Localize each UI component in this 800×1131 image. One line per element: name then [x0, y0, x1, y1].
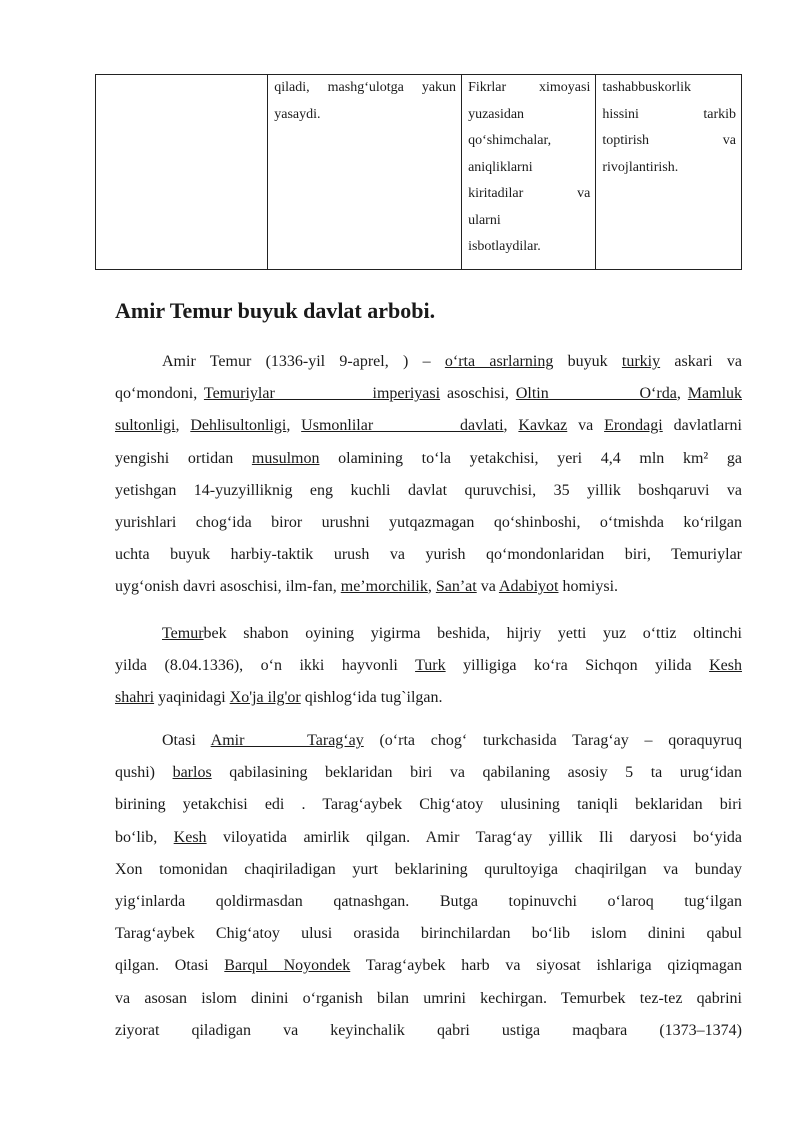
paragraph-3 [115, 725, 742, 1047]
link-turk[interactable]: Turk [415, 657, 446, 675]
link-sultonligi[interactable]: sultonligi [115, 417, 176, 435]
cell-line: aniqliklarni [468, 159, 533, 175]
link-erondagi[interactable]: Erondagi [604, 417, 663, 435]
paragraph-2 [115, 618, 742, 715]
text-line: yetishgan 14-yuzyilliknig eng kuchli davlat quruvchisi, 35 yillik boshqaruvi va [115, 481, 742, 499]
text-line: Amir Temur (1336-yil 9-aprel, ) – o‘rta asrlarning buyuk turkiy askari va [162, 353, 742, 370]
cell-word: va [577, 186, 591, 201]
table-cell-student-activity [462, 75, 596, 270]
paragraph-1 [115, 346, 742, 604]
text-line: uyg‘onish davri asoschisi, ilm-fan, me’morchilik, San’at va Adabiyot homiysi. [115, 578, 619, 596]
table-row [96, 75, 742, 270]
link-sanat[interactable]: San’at [435, 578, 477, 596]
text-line: uchta buyuk harbiy-taktik urush va yurish qo‘mondonlaridan biri, Temuriylar [115, 546, 742, 564]
cell-line: yuzasidan [468, 106, 525, 122]
link-usmonlilar-davlati[interactable]: Usmonlilar davlati [301, 417, 504, 435]
text-line: va asosan islom dinini o‘rganish bilan umrini kechirgan. Temurbek tez-tez qabrini [115, 989, 742, 1007]
link-oltin-orda[interactable]: Oltin O‘rda [515, 385, 677, 403]
cell-line: isbotlaydilar. [468, 239, 541, 254]
link-barlos[interactable]: barlos [172, 764, 212, 782]
text-line: shahri yaqinidagi Xo'ja ilg'or qishlog‘ida tug`ilgan. [115, 689, 443, 707]
cell-word: yakun [421, 80, 457, 95]
text-line: sultonligi, Dehlisultonligi, Usmonlilar davlati, Kavkaz va Erondagi davlatlarni [115, 417, 742, 435]
link-barqul-noyondek[interactable]: Barqul Noyondek [224, 957, 351, 975]
cell-line: yasaydi. [274, 106, 321, 122]
link-adabiyot[interactable]: Adabiyot [498, 578, 559, 596]
cell-word: tarkib [703, 106, 736, 122]
link-amir-taragay[interactable]: Amir Tarag‘ay [210, 732, 364, 749]
text-line: yengishi ortidan musulmon olamining to‘la yetakchisi, yeri 4,4 mln km² ga [115, 449, 742, 467]
cell-word: Fikrlar [468, 80, 507, 95]
text-line: qushi) barlos qabilasining beklaridan biri va qabilaning asosiy 5 ta urug‘idan [115, 764, 742, 782]
link-shahri[interactable]: shahri [115, 689, 155, 707]
text-line: Temurbek shabon oyining yigirma beshida, hijriy yetti yuz o‘ttiz oltinchi [162, 625, 742, 642]
text-line: yilda (8.04.1336), o‘n ikki hayvonli Turk yilligiga ko‘ra Sichqon yilida Kesh [115, 657, 742, 675]
link-xoja-ilgor[interactable]: Xo'ja ilg'or [229, 689, 301, 707]
cell-word: qiladi, [274, 80, 310, 95]
table-cell-activity [268, 75, 462, 270]
link-mamluk[interactable]: Mamluk [687, 385, 742, 403]
link-temur[interactable]: Temur [162, 625, 204, 642]
link-kavkaz[interactable]: Kavkaz [518, 417, 568, 435]
text-line: yig‘inlarda qoldirmasdan qatnashgan. Butga topinuvchi o‘laroq tug‘ilgan [115, 892, 742, 910]
cell-line: ularni [468, 212, 501, 228]
text-line: qo‘mondoni, Temuriylar imperiyasi asoschisi, Oltin O‘rda, Mamluk [115, 385, 742, 403]
cell-word: kiritadilar [468, 186, 524, 201]
link-memorchilik[interactable]: me’morchilik [340, 578, 428, 596]
cell-line: qo‘shimchalar, [468, 133, 552, 148]
cell-word: va [722, 133, 736, 148]
text-line: Tarag‘aybek Chig‘atoy ulusi orasida birinchilardan bo‘lib islom dinini qabul [115, 925, 742, 943]
section-heading: Amir Temur buyuk davlat arbobi. [115, 298, 436, 323]
cell-word: ximoyasi [539, 80, 591, 95]
text-line: yurishlari chog‘ida biror urushni yutqazmagan qo‘shinboshi, o‘tmishda ko‘rilgan [115, 513, 742, 531]
cell-word: mashg‘ulotga [327, 80, 404, 95]
link-kesh-viloyati[interactable]: Kesh [173, 828, 207, 846]
text-line: birining yetakchisi edi . Tarag‘aybek Chig‘atoy ulusining taniqli beklaridan biri [115, 796, 742, 814]
link-kesh[interactable]: Kesh [709, 657, 742, 675]
link-turkiy[interactable]: turkiy [621, 353, 661, 370]
cell-line: rivojlantirish. [602, 159, 679, 175]
link-temuriylar-imperiyasi[interactable]: Temuriylar imperiyasi [203, 385, 441, 403]
table-cell-goal [596, 75, 742, 270]
text-line: Otasi Amir Tarag‘ay (o‘rta chog‘ turkchasida Tarag‘ay – qoraquyruq [162, 732, 742, 749]
cell-word: hissini [602, 106, 639, 122]
text-line: qilgan. Otasi Barqul Noyondek Tarag‘aybek harb va siyosat ishlariga qiziqmagan [115, 957, 742, 975]
link-orta-asrlar[interactable]: o‘rta asrlarning [444, 353, 554, 370]
table-cell-empty [96, 75, 268, 270]
text-line: Xon tomonidan chaqiriladigan yurt beklarining qurultoyiga chaqirilgan va bunday [115, 860, 742, 878]
link-musulmon[interactable]: musulmon [251, 449, 320, 467]
cell-word: toptirish [602, 133, 650, 148]
cell-line: tashabbuskorlik [602, 80, 692, 95]
lesson-table-fragment [95, 74, 742, 270]
text-line: bo‘lib, Kesh viloyatida amirlik qilgan. Amir Tarag‘ay yillik Ili daryosi bo‘yida [115, 828, 742, 846]
link-dehli-sultonligi[interactable]: Dehlisultonligi [190, 417, 287, 435]
text-line: ziyorat qiladigan va keyinchalik qabri ustiga maqbara (1373–1374) [115, 1021, 742, 1039]
